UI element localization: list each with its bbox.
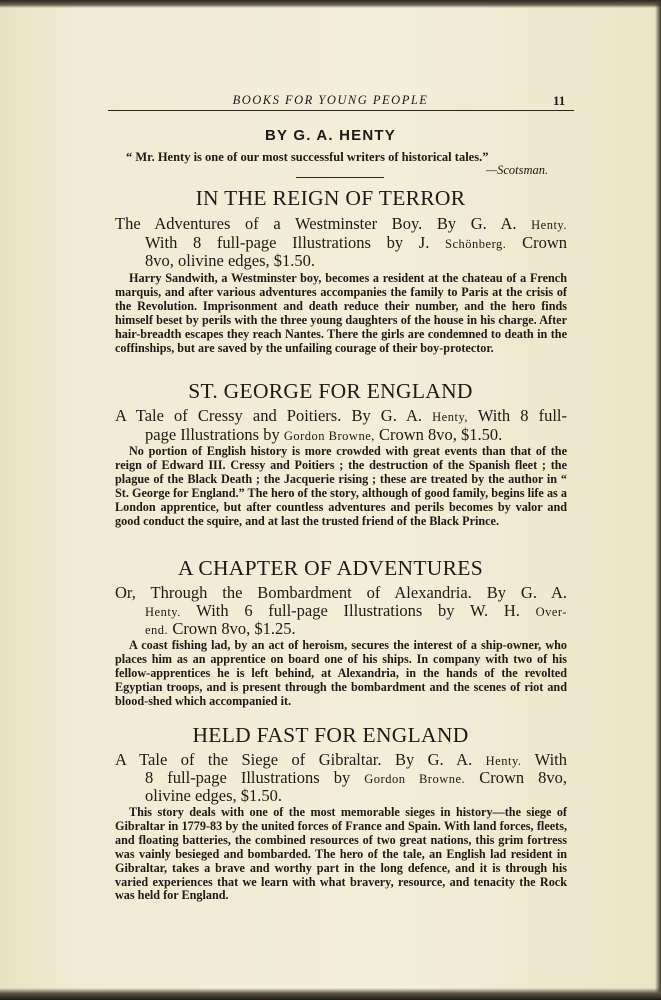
- book-author-smallcaps: Henty.: [145, 605, 181, 619]
- book-subtitle: Or, Through the Bombardment of Alexandria.: [115, 583, 472, 602]
- book-subtitle: A Tale of Cressy and Poitiers.: [115, 406, 342, 425]
- book-description: [115, 806, 567, 903]
- book-title: IN THE REIGN OF TERROR: [195, 186, 466, 210]
- book-author-smallcaps: Henty.: [531, 218, 567, 232]
- book-description: [115, 272, 567, 355]
- book-description-text: No portion of English history is more crowded with great events than that of the reign of Edward III. Cressy and Poitiers ; the destruction of the Spanish fleet ; the plague of the Black Death ; the Jacquerie rising ; these are treated by the author in “ St. George for England.” The hero of the story, although of good family, begins life as a London apprentice, but after countless adventures and perils becomes by valor and good conduct the squire, and at last the trusted friend of the Black Prince.: [115, 444, 567, 528]
- quote-rule: [296, 177, 384, 178]
- book-title: ST. GEORGE FOR ENGLAND: [188, 379, 473, 403]
- book-details-line: 8vo, olivine edges, $1.50.: [145, 251, 316, 270]
- page-top-edge: [0, 0, 661, 8]
- book-details-line: [115, 406, 567, 427]
- book-title: A CHAPTER OF ADVENTURES: [178, 556, 483, 580]
- page-right-edge: [655, 0, 661, 1000]
- book-byline: By G. A.: [436, 214, 517, 233]
- book-illustrations: With 6 full-page Illustrations by W. H.: [196, 601, 520, 620]
- book-illustrations: With: [534, 750, 568, 769]
- book-illustrations: With 8 full-: [477, 406, 567, 425]
- book-illustrator: Gordon Browne,: [283, 429, 375, 443]
- book-details-line: [145, 425, 567, 446]
- book-illustrator: Gordon Browne.: [364, 772, 466, 786]
- page-number: 11: [553, 93, 566, 108]
- book-illustrator: Schönberg.: [445, 237, 507, 251]
- book-description-text: A coast fishing lad, by an act of heroism, secures the interest of a ship-owner, who places him as an apprentice on board one of his ships. In company with two of his fellow-apprentices he is left behind, at Alexandria, in the hands of the revolted Egyptian troops, and is present through the bombardment and the scenes of riot and blood-shed which accompanied it.: [115, 638, 567, 708]
- book-format: Crown 8vo, $1.50.: [379, 425, 503, 444]
- book-author-smallcaps: Henty,: [432, 410, 469, 424]
- author-quote: “ Mr. Henty is one of our most successful writers of historical tales.”: [126, 150, 489, 164]
- book-illustrations: 8 full-page Illustrations by: [145, 768, 351, 787]
- book-byline: By G. A.: [351, 406, 423, 425]
- page-bottom-edge: [0, 988, 661, 1000]
- book-description-text: Harry Sandwith, a Westminster boy, becomes a resident at the chateau of a French marquis, and after various adventures accompanies the family to Paris at the crisis of the Revolution. Imprisonment and death reduce their number, and the hero finds himself beset by perils with the three young daughters of the house in his charge. After hair-breadth escapes they reach Nantes. There the girls are condemned to death in the coffinships, but are saved by the unfailing courage of their boy-protector.: [115, 271, 567, 355]
- book-title: HELD FAST FOR ENGLAND: [192, 723, 469, 747]
- book-format: Crown: [522, 233, 567, 252]
- book-byline: By G. A.: [394, 750, 473, 769]
- book-illustrations: With 8 full-page Illustrations by J.: [145, 233, 430, 252]
- running-head: BOOKS FOR YOUNG PEOPLE: [232, 93, 429, 107]
- header-rule: [108, 110, 574, 111]
- book-format: Crown 8vo,: [479, 768, 568, 787]
- book-illustrations: page Illustrations by: [145, 425, 280, 444]
- book-illustrator: Over-: [535, 605, 567, 619]
- book-format: Crown 8vo, $1.25.: [172, 619, 296, 638]
- book-subtitle: The Adventures of a Westminster Boy.: [115, 214, 423, 233]
- book-description: [115, 639, 567, 709]
- book-byline: By G. A.: [486, 583, 567, 602]
- book-subtitle: A Tale of the Siege of Gibraltar.: [115, 750, 382, 769]
- author-heading: BY G. A. HENTY: [265, 127, 396, 144]
- book-details-line: [115, 214, 567, 235]
- book-illustrator: end.: [145, 623, 169, 637]
- book-details-line: [115, 583, 567, 602]
- book-description-text: This story deals with one of the most memorable sieges in history—the siege of Gibraltar in 1779-83 by the united forces of France and Spain. With land forces, fleets, and floating batteries, the combined resources of two great nations, this grim fortress was vainly besieged and bombarded. The hero of the tale, an English lad resident in Gibraltar, takes a brave and worthy part in the long defence, and it is through his varied experiences that we learn with what bravery, resource, and tenacity the Rock was held for England.: [115, 805, 567, 903]
- book-description: [115, 445, 567, 528]
- book-details-line: [145, 619, 567, 640]
- book-author-smallcaps: Henty.: [485, 754, 522, 768]
- quote-attribution: —Scotsman.: [486, 163, 549, 177]
- book-details-line: olivine edges, $1.50.: [145, 786, 283, 805]
